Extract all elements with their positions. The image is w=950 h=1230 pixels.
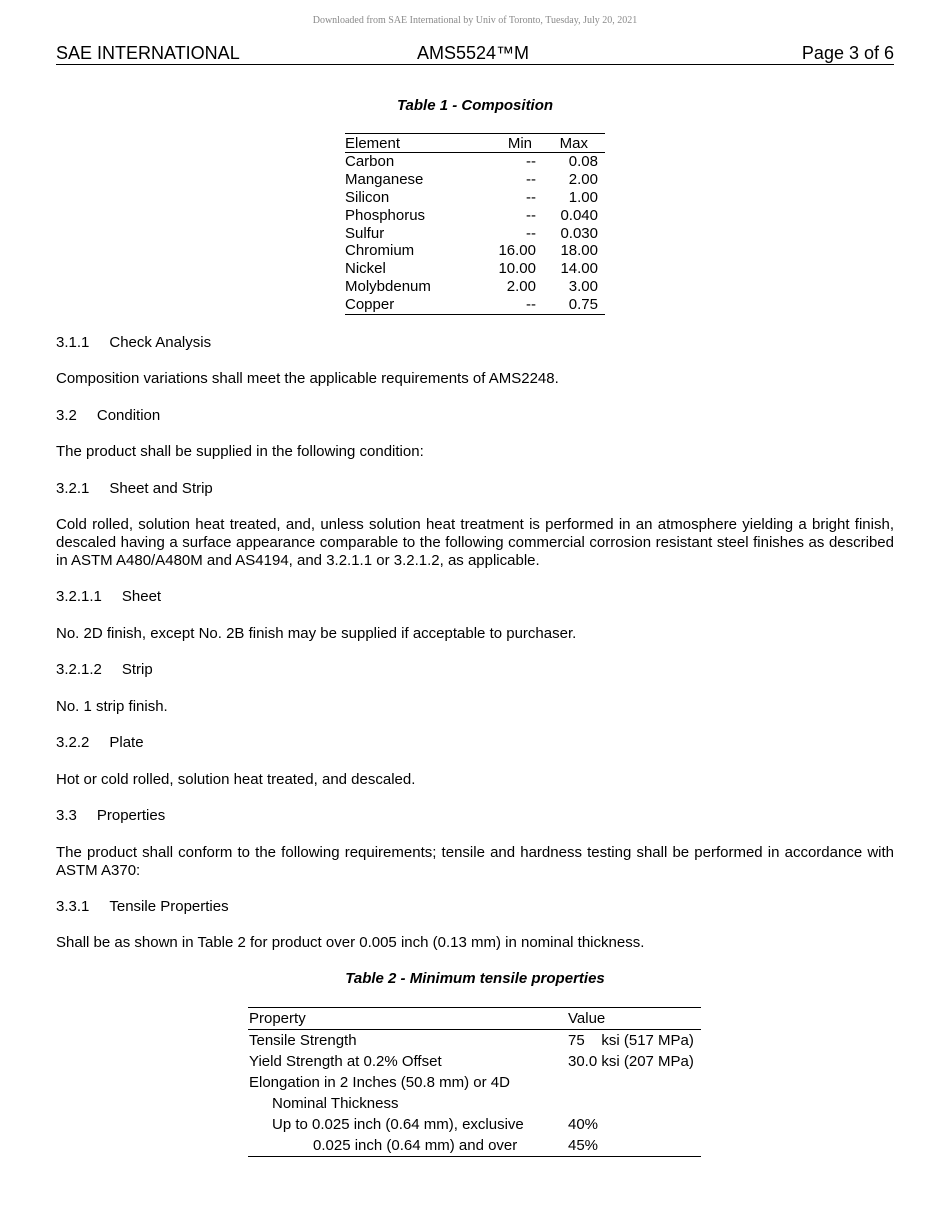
composition-table bbox=[345, 133, 605, 315]
table-header-row bbox=[248, 1008, 701, 1030]
table-row bbox=[345, 260, 605, 278]
max-cell: 0.040 bbox=[560, 206, 598, 224]
element-cell: Sulfur bbox=[345, 224, 385, 242]
element-cell: Phosphorus bbox=[345, 206, 426, 224]
header-doc-number: AMS5524™M bbox=[417, 43, 530, 63]
value-cell: 45% bbox=[568, 1137, 599, 1154]
section-title: Tensile Properties bbox=[109, 898, 229, 915]
paragraph-3-2-1: Cold rolled, solution heat treated, and, unless solution heat treatment is performed in an atmosphere yielding a bright finish, descaled having a surface appearance comparable to the following commercial corrosion resistant steel finishes as described in ASTM A480/A480M and AS4194, and 3.2.1.1 or 3.2.1.2, as applicable. bbox=[56, 516, 894, 569]
section-number: 3.1.1 bbox=[56, 334, 90, 351]
max-cell: 1.00 bbox=[568, 188, 598, 206]
paragraph-3-1-1: Composition variations shall meet the applicable requirements of AMS2248. bbox=[56, 370, 559, 387]
table-row bbox=[248, 1135, 701, 1156]
paragraph-3-3-1: Shall be as shown in Table 2 for product over 0.005 inch (0.13 mm) in nominal thickness. bbox=[56, 934, 645, 951]
element-cell: Nickel bbox=[345, 260, 386, 278]
property-cell: Tensile Strength bbox=[249, 1032, 357, 1049]
table-row bbox=[345, 242, 605, 260]
page-header bbox=[56, 43, 894, 65]
min-cell: -- bbox=[526, 170, 536, 188]
table-row bbox=[248, 1051, 701, 1072]
paragraph-3-2-2: Hot or cold rolled, solution heat treated, and descaled. bbox=[56, 771, 416, 788]
section-title: Strip bbox=[121, 661, 153, 678]
table-header-row bbox=[345, 134, 605, 153]
section-title: Plate bbox=[109, 734, 144, 751]
property-cell: Yield Strength at 0.2% Offset bbox=[249, 1053, 442, 1070]
property-cell: Elongation in 2 Inches (50.8 mm) or 4D bbox=[249, 1074, 510, 1091]
tensile-properties-table bbox=[248, 1007, 701, 1157]
section-title: Sheet bbox=[121, 588, 162, 605]
section-number: 3.2.1.2 bbox=[56, 661, 102, 678]
section-heading-3-3 bbox=[56, 807, 894, 825]
table-row bbox=[248, 1030, 701, 1051]
section-heading-3-2-1-2 bbox=[56, 661, 894, 679]
section-title: Condition bbox=[96, 407, 161, 424]
value-cell: 75 ksi (517 MPa) bbox=[568, 1032, 694, 1049]
property-cell: Nominal Thickness bbox=[272, 1095, 399, 1112]
element-cell: Silicon bbox=[345, 188, 390, 206]
table-row bbox=[345, 278, 605, 296]
column-header-value: Value bbox=[568, 1010, 606, 1027]
max-cell: 14.00 bbox=[560, 260, 598, 278]
element-cell: Carbon bbox=[345, 153, 395, 170]
min-cell: 2.00 bbox=[506, 278, 536, 296]
min-cell: -- bbox=[526, 206, 536, 224]
min-cell: -- bbox=[526, 296, 536, 314]
table-row bbox=[345, 207, 605, 225]
element-cell: Manganese bbox=[345, 170, 424, 188]
column-header-min: Min bbox=[507, 135, 532, 152]
column-header-property: Property bbox=[249, 1010, 306, 1027]
section-heading-3-2-1 bbox=[56, 480, 894, 498]
table-row bbox=[248, 1093, 701, 1114]
section-number: 3.2.1 bbox=[56, 480, 90, 497]
min-cell: 10.00 bbox=[498, 260, 536, 278]
table1-title: Table 1 - Composition bbox=[396, 97, 554, 114]
property-cell: 0.025 inch (0.64 mm) and over bbox=[313, 1137, 518, 1154]
header-org: SAE INTERNATIONAL bbox=[56, 43, 240, 63]
section-title: Properties bbox=[96, 807, 166, 824]
section-heading-3-2-2 bbox=[56, 734, 894, 752]
max-cell: 18.00 bbox=[560, 242, 598, 260]
table-row bbox=[345, 189, 605, 207]
table-row bbox=[345, 296, 605, 314]
min-cell: -- bbox=[526, 224, 536, 242]
paragraph-3-2-1-2: No. 1 strip finish. bbox=[56, 698, 168, 715]
max-cell: 0.75 bbox=[568, 296, 598, 314]
value-cell: 30.0 ksi (207 MPa) bbox=[568, 1053, 694, 1070]
min-cell: 16.00 bbox=[498, 242, 536, 260]
table-row bbox=[345, 171, 605, 189]
table-row bbox=[248, 1114, 701, 1135]
table2-title: Table 2 - Minimum tensile properties bbox=[345, 970, 605, 987]
section-heading-3-3-1 bbox=[56, 898, 894, 916]
max-cell: 0.030 bbox=[560, 224, 598, 242]
element-cell: Molybdenum bbox=[345, 278, 431, 296]
section-number: 3.2 bbox=[56, 407, 77, 424]
paragraph-3-2: The product shall be supplied in the following condition: bbox=[56, 443, 424, 460]
max-cell: 2.00 bbox=[568, 170, 598, 188]
table-row bbox=[345, 153, 605, 171]
column-header-max: Max bbox=[559, 135, 588, 152]
min-cell: -- bbox=[526, 153, 536, 170]
section-heading-3-1-1 bbox=[56, 334, 894, 352]
header-page-number: Page 3 of 6 bbox=[801, 43, 894, 63]
min-cell: -- bbox=[526, 188, 536, 206]
element-cell: Copper bbox=[345, 296, 395, 314]
section-title: Sheet and Strip bbox=[109, 480, 213, 497]
column-header-element: Element bbox=[345, 135, 401, 152]
section-number: 3.2.1.1 bbox=[56, 588, 102, 605]
property-cell: Up to 0.025 inch (0.64 mm), exclusive bbox=[272, 1116, 524, 1133]
section-heading-3-2-1-1 bbox=[56, 588, 894, 606]
section-title: Check Analysis bbox=[109, 334, 212, 351]
section-heading-3-2 bbox=[56, 407, 894, 425]
section-number: 3.3.1 bbox=[56, 898, 90, 915]
section-number: 3.2.2 bbox=[56, 734, 90, 751]
table-row bbox=[345, 225, 605, 243]
download-note: Downloaded from SAE International by Univ of Toronto, Tuesday, July 20, 2021 bbox=[312, 15, 638, 26]
section-number: 3.3 bbox=[56, 807, 77, 824]
max-cell: 0.08 bbox=[568, 153, 598, 170]
value-cell: 40% bbox=[568, 1116, 599, 1133]
table-row bbox=[248, 1072, 701, 1093]
paragraph-3-2-1-1: No. 2D finish, except No. 2B finish may be supplied if acceptable to purchaser. bbox=[56, 625, 577, 642]
element-cell: Chromium bbox=[345, 242, 415, 260]
paragraph-3-3: The product shall conform to the following requirements; tensile and hardness testing shall be performed in accordance with ASTM A370: bbox=[56, 844, 894, 879]
max-cell: 3.00 bbox=[568, 278, 598, 296]
